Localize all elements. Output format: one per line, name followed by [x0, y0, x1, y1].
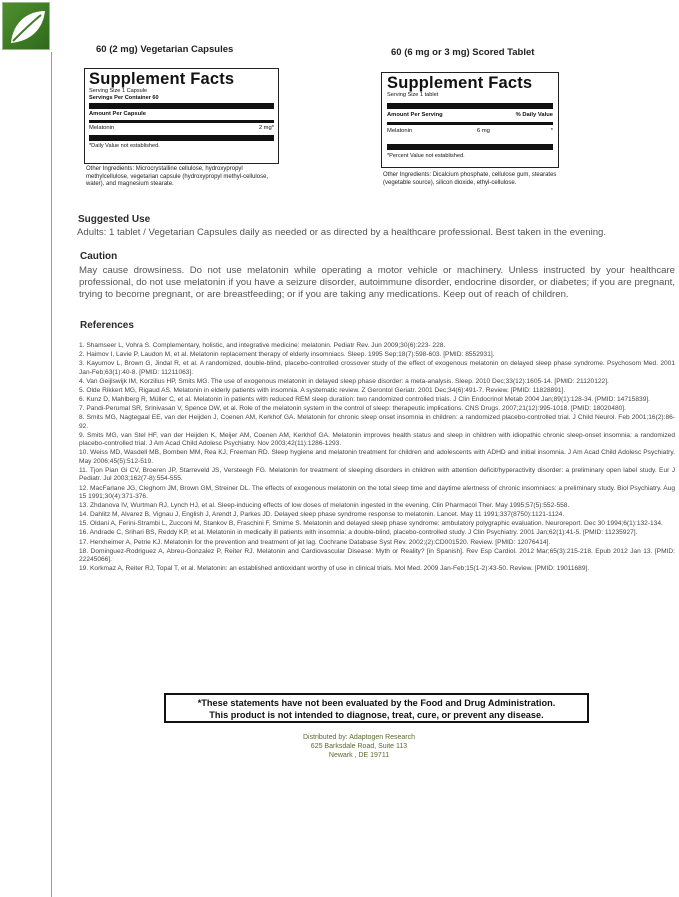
footnote: *Percent Value not established.: [387, 152, 465, 159]
margin-rule: [51, 52, 52, 897]
reference-item: 18. Dominguez-Rodriguez A, Abreu-Gonzalez P, Reiter RJ. Melatonin and Cardiovascular Disease: Myth or Reality? [in Spanish]. Rev Esp Cardiol. 2012 Mar;65(3):215-218. Epub 2012 Jan 13. [PMID: 22245066].: [79, 547, 675, 564]
right-product-title: 60 (6 mg or 3 mg) Scored Tablet: [391, 47, 535, 58]
right-other-ingredients: Other Ingredients: Dicalcium phosphate, cellulose gum, stearates (vegetable source), silicon dioxide, ethyl-cellulose.: [383, 172, 557, 186]
thick-rule: [387, 144, 553, 150]
nutrient-row: [387, 128, 553, 135]
nutrient-row: [89, 125, 274, 132]
left-product-title: 60 (2 mg) Vegetarian Capsules: [96, 44, 234, 55]
supplement-facts-heading: Supplement Facts: [89, 70, 235, 88]
suggested-use-text: Adults: 1 tablet / Vegetarian Capsules daily as needed or as directed by a healthcare professional. Best taken in the evening.: [77, 227, 607, 238]
ingredient-name: Melatonin: [387, 127, 413, 134]
amount-header: Amount Per Serving % Daily Value: [387, 111, 553, 118]
thick-rule: [89, 135, 274, 141]
suggested-use-heading: Suggested Use: [78, 214, 151, 225]
servings-per-container: Servings Per Container 60: [89, 94, 159, 101]
reference-item: 11. Tjon Pian Gi CV, Broeren JP, Starreveld JS, Versteegh FG. Melatonin for treatment of sleeping disorders in children with attention deficit/hyperactivity disorder: a preliminary open label study. Eur J Pediatr. Jul 2003;162(7-8):554-555.: [79, 466, 675, 483]
thick-rule: [387, 103, 553, 109]
distributor-name: Distributed by: Adaptogen Research: [302, 734, 416, 741]
reference-item: 10. Weiss MD, Wasdell MB, Bomben MM, Rea KJ, Freeman RD. Sleep hygiene and melatonin treatment for children and adolescents with ADHD and initial insomnia. J Am Acad Child Adolesc Psychiatry. May 2006;45(5):512-519.: [79, 449, 675, 465]
daily-value: *: [550, 127, 553, 134]
fda-disclaimer-box: [164, 693, 589, 723]
supplement-facts-heading: Supplement Facts: [387, 74, 533, 92]
reference-item: 12. MacFarlane JG, Cleghorn JM, Brown GM, Streiner DL. The effects of exogenous melatonin on the total sleep time and daytime alertness of chronic insomniacs: a preliminary study. Biol Psychiatry. Aug 15 1991;30(4):371-376.: [79, 484, 675, 501]
ingredient-amount: 2 mg*: [258, 125, 274, 132]
thick-rule: [89, 103, 274, 109]
ingredient-name: Melatonin: [89, 125, 115, 132]
caution-text: May cause drowsiness. Do not use melatonin while operating a motor vehicle or machinery. Unless instructed by your healthcare professional, do not use melatonin if you have a seizure disorder, autoimmune disorder, endocrine disorder, or diabetes; if you are pregnant, trying to become pregnant, or are breastfeeding; or if you are taking any medications. Keep out of reach of children.: [79, 265, 675, 300]
footnote: *Daily Value not established.: [89, 143, 160, 150]
disclaimer-line-1: *These statements have not been evaluated by the Food and Drug Administration.: [197, 698, 556, 708]
reference-item: 6. Kunz D, Mahlberg R, Müller C, et al. Melatonin in patients with reduced REM sleep duration: two randomized controlled trials. J Clin Endocrinol Metab 2004 Jan;89(1):128-34. [PMID: 14715839].: [79, 395, 651, 403]
rule: [89, 120, 274, 123]
disclaimer-line-2: This product is not intended to diagnose, treat, cure, or prevent any disease.: [209, 710, 544, 720]
reference-item: 2. Haimov I, Lavie P, Laudon M, et al. Melatonin replacement therapy of elderly insomniacs. Sleep. 1995 Sep;18(7):598-603. [PMID: 8552931].: [79, 351, 495, 359]
amount-header: Amount Per Capsule: [89, 111, 147, 118]
left-other-ingredients: Other Ingredients: Microcrystalline cellulose, hydroxypropyl methylcellulose, vegetarian capsule (hydroxypropyl methyl-cellulose, water), and magnesium stearate.: [86, 166, 269, 188]
reference-item: 5. Olde Rikkert MG, Rigaud AS. Melatonin in elderly patients with insomnia. A systematic review. Z Gerontol Geriatr. 2001 Dec;34(6):491-7. Review. [PMID: 11828891].: [79, 386, 566, 394]
reference-item: 1. Shamseer L, Vohra S. Complementary, holistic, and integrative medicine: melatonin. Pediatr Rev. Jun 2009;30(6):223- 228.: [79, 342, 446, 349]
reference-item: 8. Smits MG, Nagtegaal EE, van der Heijden J, Coenen AM, Kerkhof GA. Melatonin for chronic sleep onset insomnia in children: a randomized placebo-controlled trial. J Child Neurol. Feb 2001;16(2):86-92.: [79, 414, 675, 430]
reference-item: 13. Zhdanova IV, Wurtman RJ, Lynch HJ, et al. Sleep-inducing effects of low doses of melatonin ingested in the evening. Clin Pharmacol Ther. May 1995;57(5):552-558.: [79, 502, 570, 510]
references-heading: References: [80, 320, 134, 331]
caution-heading: Caution: [80, 251, 118, 262]
reference-item: 16. Andrade C, Srihari BS, Reddy KP, et al. Melatonin in medically ill patients with insomnia: a double-blind, placebo-controlled study. J Clin Psychiatry. 2001 Jan;62(1):41-5. [PMID: 11235927].: [79, 529, 638, 537]
reference-item: 14. Dahlitz M, Alvarez B, Vignau J, English J, Arendt J, Parkes JD. Delayed sleep phase syndrome response to melatonin. Lancet. May 11 1991;337(8750):1121-1124.: [79, 511, 565, 519]
reference-item: 17. Herxheimer A, Petrie KJ. Melatonin for the prevention and treatment of jet lag. Cochrane Database Syst Rev. 2002;(2):CD001520. Review. [PMID: 12076414].: [79, 538, 551, 546]
distributor-city: Newark , DE 19711: [328, 752, 390, 759]
serving-size: Serving Size 1 tablet: [387, 92, 439, 98]
reference-item: 9. Smits MG, van Stel HF, van der Heijden K, Meijer AM, Coenen AM, Kerkhof GA. Melatonin improves health status and sleep in children with idiopathic chronic sleep-onset insomnia: a randomized placebo-controlled trial. J Am Acad Child Adolesc Psychiatry. Nov 2003;42(11):1286-1293.: [79, 431, 675, 448]
distributor-address: 625 Barksdale Road, Suite 113: [310, 743, 408, 750]
reference-item: 4. Van Geijlswijk IM, Korzilius HP, Smits MG. The use of exogenous melatonin in delayed sleep phase disorder: a meta-analysis. Sleep. 2010 Dec;33(12):1605-14. [PMID: 21120122].: [79, 377, 609, 385]
rule: [387, 122, 553, 125]
serving-size: Serving Size 1 Capsule: [89, 88, 148, 94]
reference-item: 3. Kayumov L, Brown G, Jindal R, et al. A randomized, double-blind, placebo-controlled crossover study of the effect of exogenous melatonin on delayed sleep phase syndrome. Psychosom Med. 2001 Jan-Feb;63(1):40-8. [PMID: 11211063].: [79, 360, 675, 376]
reference-item: 19. Korkmaz A, Reiter RJ, Topal T, et al. Melatonin: an established antioxidant worthy of use in clinical trials. Mol Med. 2009 Jan-Feb;15(1-2):43-50. Review. [PMID: 19011689].: [79, 565, 590, 573]
leaf-icon: [2, 2, 50, 50]
reference-item: 15. Oldani A, Ferini-Strambi L, Zucconi M, Stankov B, Fraschini F, Smirne S. Melatonin and delayed sleep phase syndrome: ambulatory polygraphic evaluation. Neuroreport. Dec 30 1994;6(1):132-134.: [79, 520, 663, 528]
references-list: [79, 342, 675, 574]
ingredient-amount: 6 mg: [477, 127, 490, 134]
right-supplement-facts-label: [381, 72, 559, 168]
reference-item: 7. Pandi-Perumal SR, Srinivasan V, Spence DW, et al. Role of the melatonin system in the control of sleep: therapeutic implications. CNS Drugs. 2007;21(12):995-1018. [PMID: 18020480].: [79, 405, 626, 413]
distributor-block: [230, 733, 488, 760]
left-supplement-facts-label: [84, 68, 279, 164]
